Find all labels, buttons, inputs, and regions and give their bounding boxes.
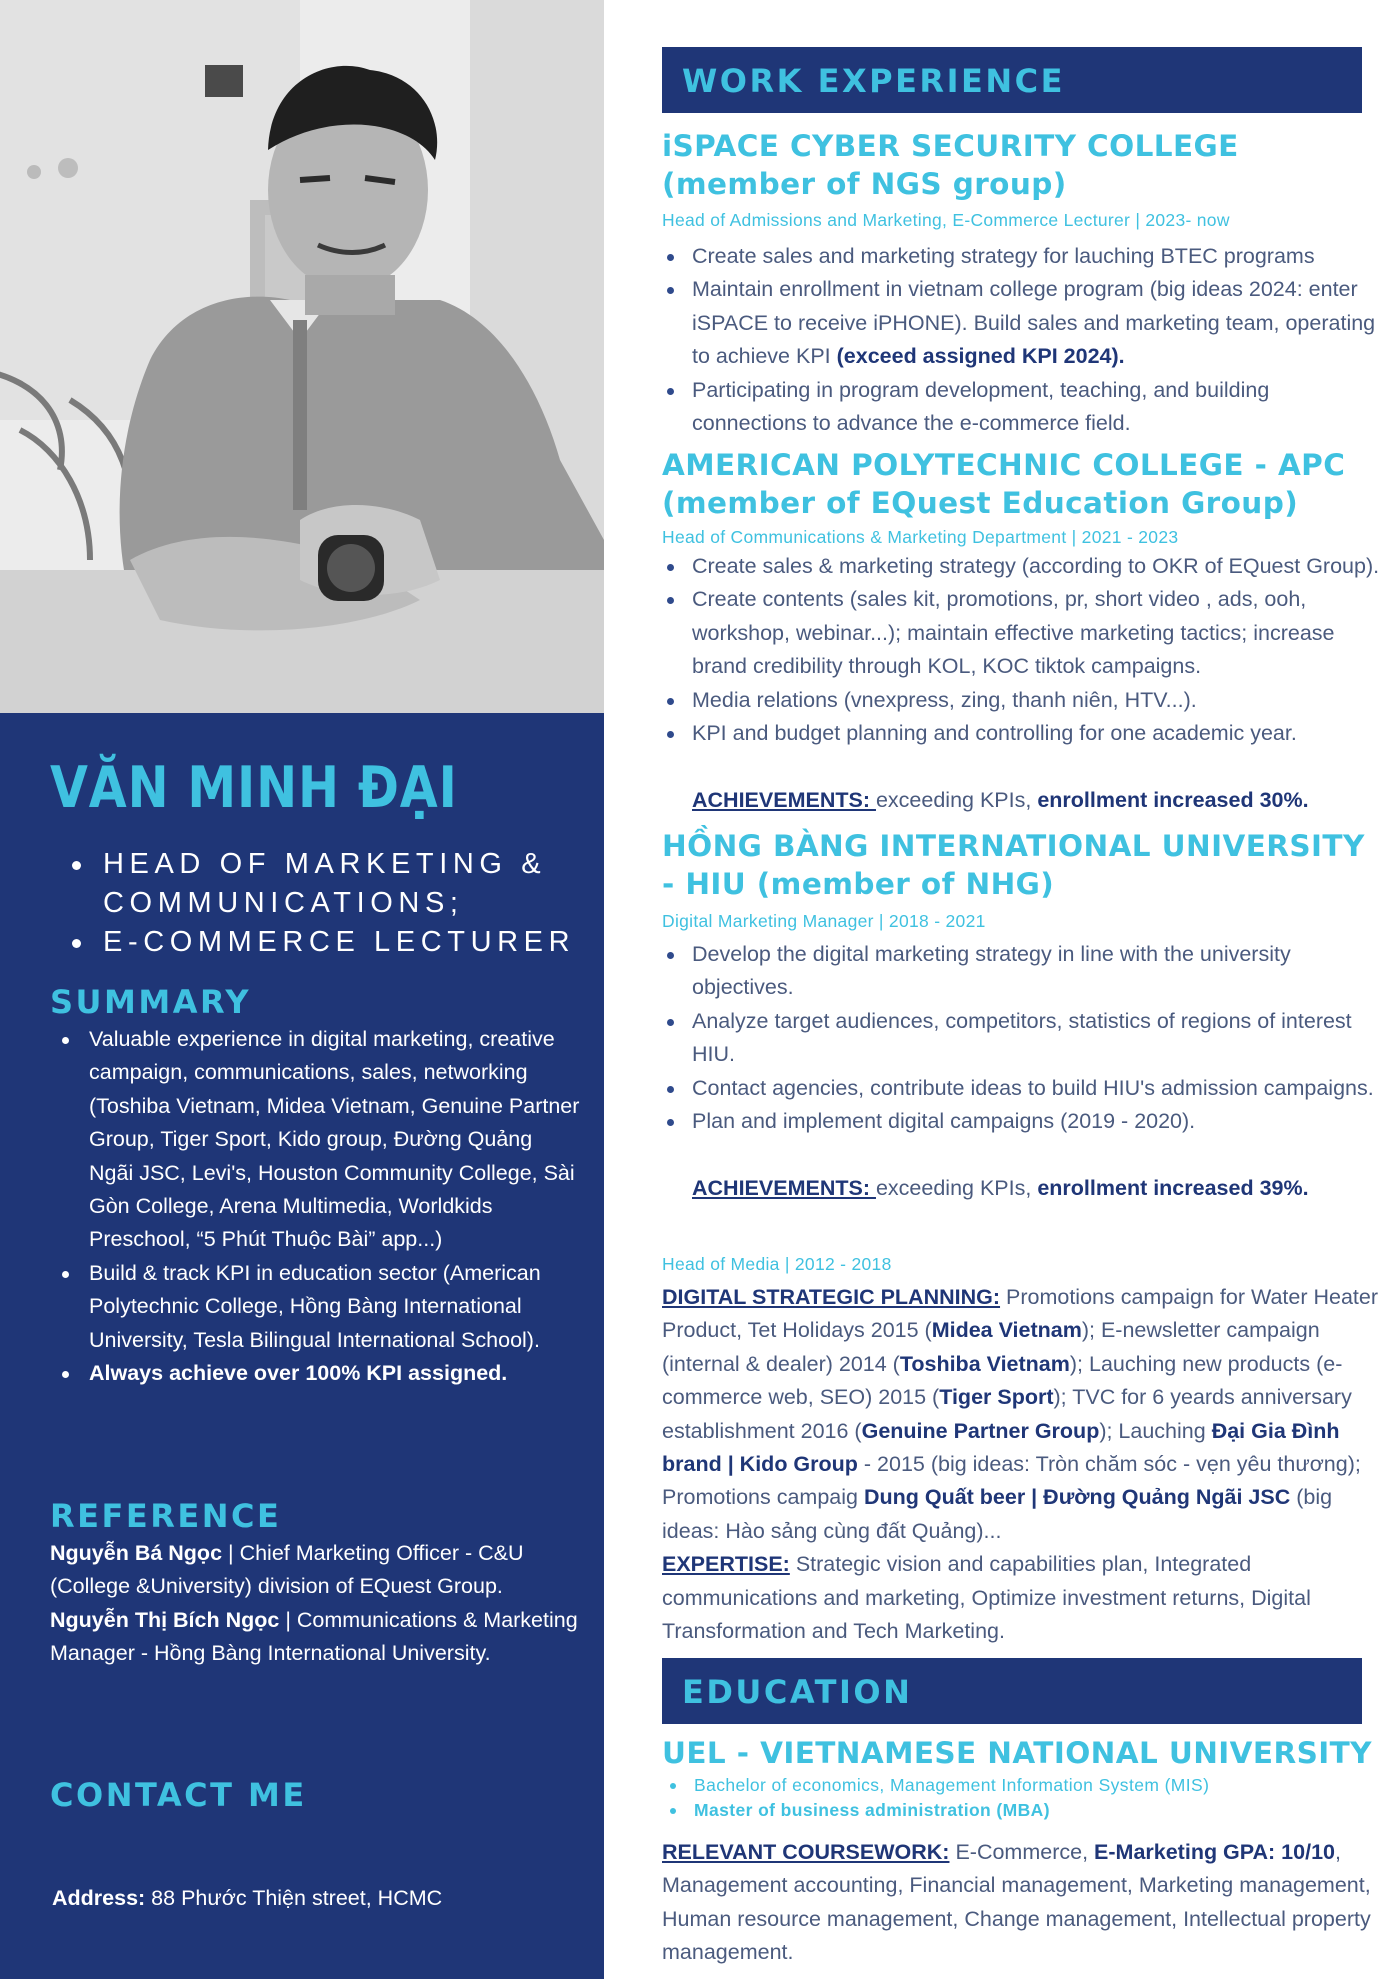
job-duties (662, 938, 1382, 1138)
job-title: Head of Media | 2012 - 2018 (662, 1254, 892, 1274)
job-duty: Create sales & marketing strategy (according to OKR of EQuest Group). (662, 550, 1382, 583)
profile-photo (0, 0, 604, 713)
reference-item (50, 1604, 590, 1671)
job-duty: Contact agencies, contribute ideas to build HIU's admission campaigns. (662, 1072, 1382, 1105)
reference-list (50, 1537, 590, 1671)
job-duty: KPI and budget planning and controlling for one academic year. (662, 717, 1382, 750)
sidebar-panel (0, 713, 604, 1979)
summary-item: Valuable experience in digital marketing, creative campaign, communications, sales, networking (Toshiba Vietnam, Midea Vietnam, Genuine Partner Group, Tiger Sport, Kido group, Đường Quảng Ngãi JSC, Levi's, Houston Community College, Sài Gòn College, Arena Multimedia, Worldkids Preschool, “5 Phút Thuộc Bài” app...) (62, 1023, 582, 1257)
reference-role: | Communications & Marketing Manager - Hồng Bàng International University. (50, 1607, 578, 1666)
education-heading: EDUCATION (682, 1673, 913, 1711)
job-title: Digital Marketing Manager | 2018 - 2021 (662, 911, 986, 931)
job-title: Head of Admissions and Marketing, E-Commerce Lecturer | 2023- now (662, 210, 1230, 230)
job-duty: Plan and implement digital campaigns (2019 - 2020). (662, 1105, 1382, 1138)
education-bar (662, 1658, 1362, 1724)
degree-item: Master of business administration (MBA) (662, 1798, 1209, 1823)
degree-item: Bachelor of economics, Management Information System (MIS) (662, 1773, 1209, 1798)
job-organization: iSPACE CYBER SECURITY COLLEGE (member of NGS group) (662, 129, 1239, 201)
address (52, 1886, 442, 1911)
portrait-image (0, 0, 604, 713)
address-value: 88 Phước Thiện street, HCMC (145, 1886, 443, 1910)
contact-heading: CONTACT ME (50, 1776, 307, 1814)
summary-item: Build & track KPI in education sector (American Polytechnic College, Hồng Bàng International University, Tesla Bilingual International School). (62, 1257, 582, 1357)
summary-list (62, 1023, 582, 1390)
school-name: UEL - VIETNAMESE NATIONAL UNIVERSITY (662, 1736, 1372, 1770)
job-duty: Media relations (vnexpress, zing, thanh niên, HTV...). (662, 684, 1382, 717)
degree-list (662, 1773, 1209, 1823)
work-experience-heading: WORK EXPERIENCE (682, 62, 1065, 100)
job-duty: Develop the digital marketing strategy in line with the university objectives. (662, 938, 1382, 1005)
job-duty: Participating in program development, teaching, and building connections to advance the e-commerce field. (662, 374, 1382, 441)
left-column (0, 0, 604, 1979)
job-achievements: ACHIEVEMENTS: exceeding KPIs, enrollment increased 30%. (692, 788, 1309, 812)
summary-heading: SUMMARY (50, 983, 252, 1021)
job-organization: AMERICAN POLYTECHNIC COLLEGE - APC (member of EQuest Education Group) (662, 448, 1346, 520)
right-column (662, 0, 1380, 1979)
role-item: E-COMMERCE LECTURER (68, 923, 604, 962)
address-label: Address: (52, 1886, 146, 1910)
job-duty: Maintain enrollment in vietnam college program (big ideas 2024: enter iSPACE to receive iPHONE). Build sales and marketing team, operating to achieve KPI (exceed assigned KPI 2024). (662, 273, 1382, 373)
reference-role: | Chief Marketing Officer - C&U (College &University) division of EQuest Group. (50, 1541, 524, 1599)
coursework: RELEVANT COURSEWORK: E-Commerce, E-Marketing GPA: 10/10, Management accounting, Financial management, Marketing management, Human resource management, Change management, Intellectual property management. (662, 1840, 1371, 1965)
job-duty: Create sales and marketing strategy for lauching BTEC programs (662, 240, 1382, 273)
reference-name: Nguyễn Thị Bích Ngọc (50, 1607, 280, 1632)
job-duty: Create contents (sales kit, promotions, pr, short video , ads, ooh, workshop, webinar...); maintain effective marketing tactics; increase brand credibility through KOL, KOC tiktok campaigns. (662, 583, 1382, 683)
job-achievements: ACHIEVEMENTS: exceeding KPIs, enrollment increased 39%. (692, 1176, 1309, 1200)
role-item: HEAD OF MARKETING & COMMUNICATIONS; (68, 845, 604, 923)
job-duty: Analyze target audiences, competitors, statistics of regions of interest HIU. (662, 1005, 1382, 1072)
job-duties (662, 240, 1382, 440)
job-organization: HỒNG BÀNG INTERNATIONAL UNIVERSITY - HIU (member of NHG) (662, 829, 1365, 901)
job-title: Head of Communications & Marketing Department | 2021 - 2023 (662, 527, 1179, 547)
profile-name: VĂN MINH ĐẠI (50, 755, 458, 821)
reference-name: Nguyễn Bá Ngọc (50, 1541, 223, 1565)
reference-heading: REFERENCE (50, 1497, 282, 1535)
summary-item: Always achieve over 100% KPI assigned. (62, 1357, 582, 1390)
work-experience-bar (662, 47, 1362, 113)
job-duties (662, 550, 1382, 750)
media-description: DIGITAL STRATEGIC PLANNING: Promotions campaign for Water Heater Product, Tet Holidays 2015 (Midea Vietnam); E-newsletter campaign (internal & dealer) 2014 (Toshiba Vietnam); Lauching new products (e-commerce web, SEO) 2015 (Tiger Sport); TVC for 6 yeards anniversary establishment 2016 (Genuine Partner Group); Lauching Đại Gia Đình brand | Kido Group - 2015 (big ideas: Tròn chăm sóc - vẹn yêu thương); Promotions campaig Dung Quất beer | Đường Quảng Ngãi JSC (big ideas: Hào sảng cùng đất Quảng)... EXPERTISE: Strategic vision and capabilities plan, Integrated communications and marketing, Optimize investment returns, Digital Transformation and Tech Marketing. (662, 1285, 1379, 1644)
reference-item (50, 1537, 590, 1604)
role-list (68, 845, 604, 962)
